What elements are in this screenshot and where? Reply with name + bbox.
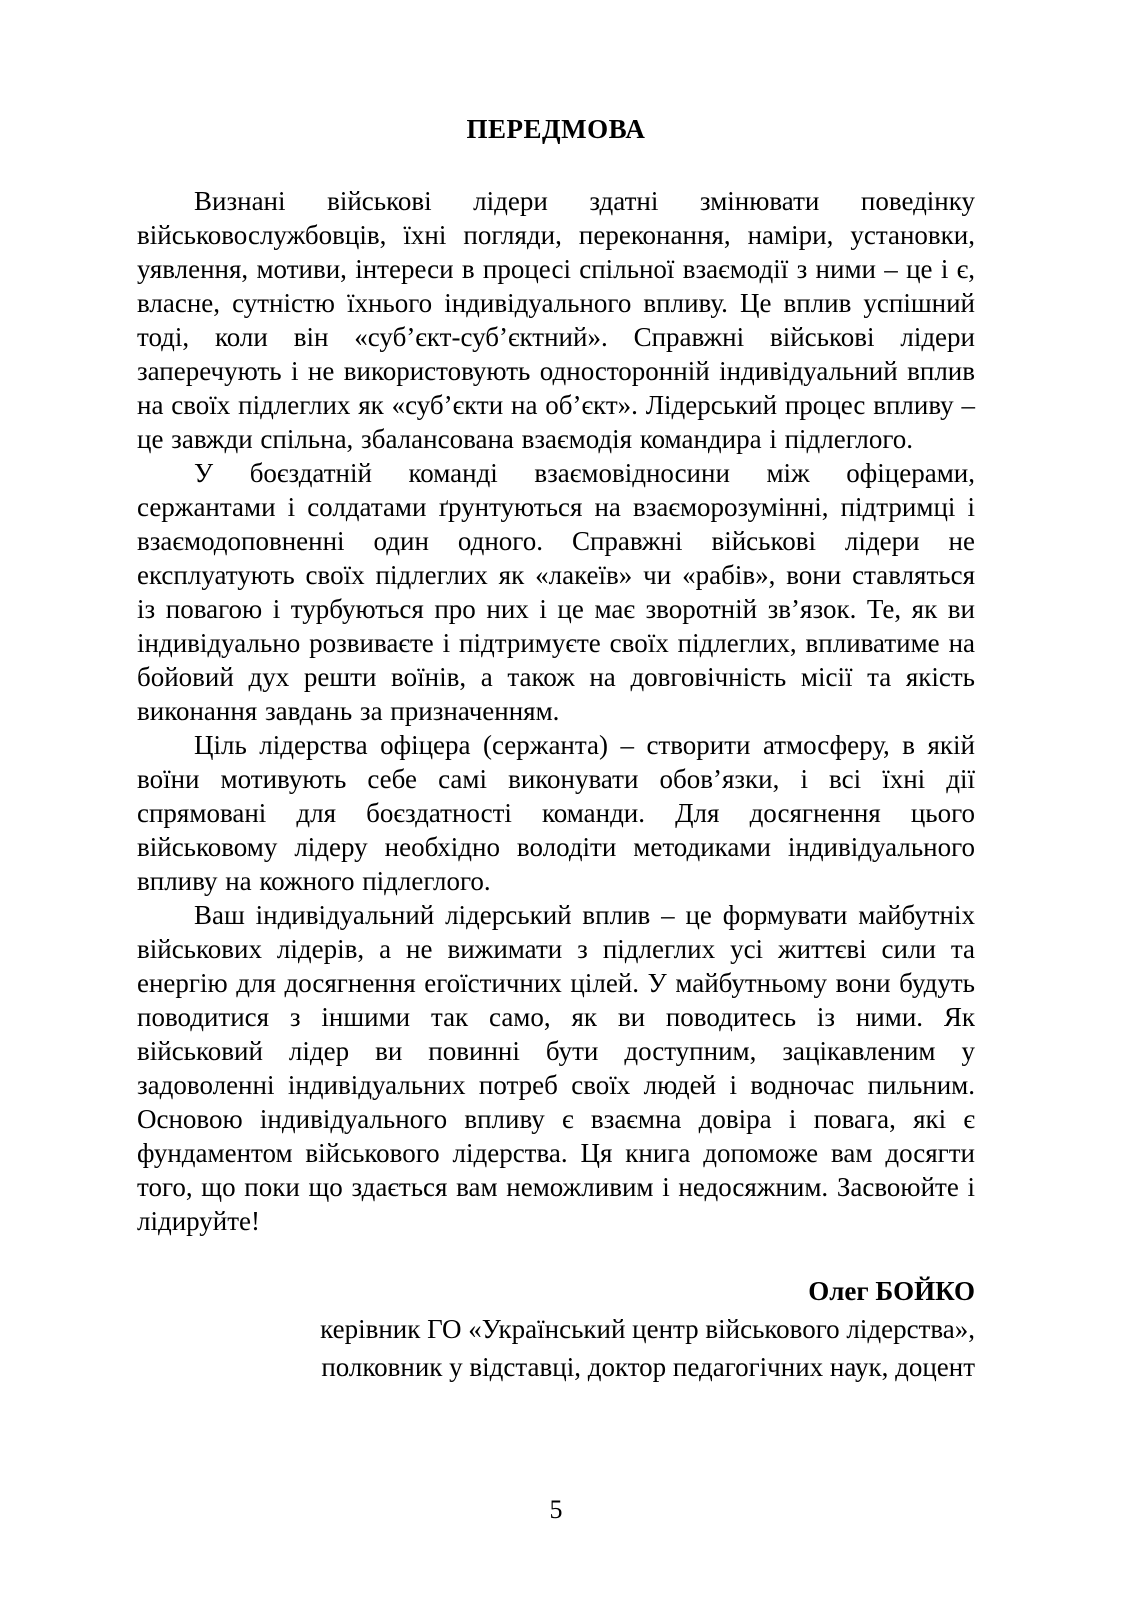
signature-name: Олег БОЙКО (808, 1276, 975, 1306)
page-number: 5 (549, 1495, 563, 1524)
page-title: ПЕРЕДМОВА (466, 114, 646, 144)
paragraph-2: У боєздатній команді взаємовідносини між офіцерами, сержантами і солдатами ґрунтуються на взаєморозумінні, підтримці і взаємодоповненні один одного. Справжні військові лідери не експлуатують своїх підлеглих як «лакеїв» чи «рабів», вони ставляться із повагою і турбуються про них і це має зворотній зв’язок. Те, як ви індивідуально розвиваєте і підтримуєте своїх підлеглих, впливатиме на бойовий дух решти воїнів, а також на довговічність місії та якість виконання завдань за призначенням. (137, 458, 975, 726)
paragraph-3: Ціль лідерства офіцера (сержанта) – створити атмосферу, в якій воїни мотивують себе самі виконувати обов’язки, і всі їхні дії спрямовані для боєздатності команди. Для досягнення цього військовому лідеру необхідно володіти методиками індивідуального впливу на кожного підлеглого. (137, 730, 975, 896)
signature-title-line-1: керівник ГО «Український центр військового лідерства», (320, 1314, 975, 1344)
paragraph-1: Визнані військові лідери здатні змінювати поведінку військовослужбовців, їхні погляди, переконання, наміри, установки, уявлення, мотиви, інтереси в процесі спільної взаємодії з ними – це і є, власне, сутністю їхнього індивідуального впливу. Це вплив успішний тоді, коли він «суб’єкт-суб’єктний». Справжні військові лідери заперечують і не використовують односторонній індивідуальний вплив на своїх підлеглих як «суб’єкти на об’єкт». Лідерський процес впливу – це завжди спільна, збалансована взаємодія командира і підлеглого. (137, 186, 975, 454)
signature-title-line-2: полковник у відставці, доктор педагогічних наук, доцент (321, 1352, 975, 1382)
signature-block (137, 1272, 975, 1386)
paragraph-4: Ваш індивідуальний лідерський вплив – це формувати майбутніх військових лідерів, а не вижимати з підлеглих усі життєві сили та енергію для досягнення егоїстичних цілей. У майбутньому вони будуть поводитися з іншими так само, як ви поводитесь із ними. Як військовий лідер ви повинні бути доступним, зацікавленим у задоволенні індивідуальних потреб своїх людей і водночас пильним. Основою індивідуального впливу є взаємна довіра і повага, які є фундаментом військового лідерства. Ця книга допоможе вам досягти того, що поки що здається вам неможливим і недосяжним. Засвоюйте і лідируйте! (137, 900, 975, 1236)
